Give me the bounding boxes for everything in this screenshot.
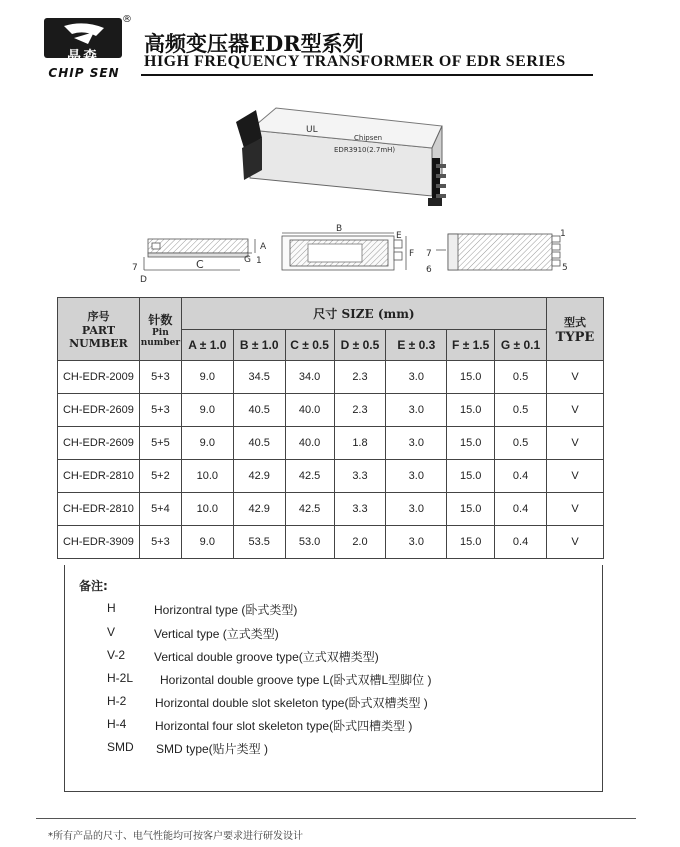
table-row [58,361,604,394]
col-header-dim-c: C ± 0.5 [285,330,334,361]
dim-label-5-right: 5 [562,263,568,273]
cell-f: 15.0 [447,427,495,460]
table-row [58,493,604,526]
note-desc-h4: Horizontal four slot skeleton type(卧式四槽类型 ) [155,719,413,733]
note-desc-h2l: Horizontal double groove type L(卧式双槽L型脚位 ) [160,673,432,687]
note-code-v: V [107,625,116,639]
cell-e: 3.0 [386,394,447,427]
dim-label-c: C [196,258,204,271]
col-header-pin-number [139,298,181,361]
pin-header-cn: 针数 [148,312,173,327]
cell-f: 15.0 [447,493,495,526]
col-header-size: 尺寸 SIZE (mm) [181,298,546,330]
registered-mark: ® [122,14,132,25]
col-header-dim-a: A ± 1.0 [181,330,233,361]
note-code-v2: V-2 [107,648,126,662]
cell-c: 34.0 [285,361,334,394]
cell-f: 15.0 [447,394,495,427]
dim-label-6-right: 6 [426,265,432,275]
spec-table [57,297,604,559]
dimension-drawings [130,222,580,288]
part-header-en-2: NUMBER [69,337,128,350]
cell-b: 34.5 [233,361,285,394]
header-divider [141,74,593,76]
cell-f: 15.0 [447,526,495,559]
logo-cn-text: 晶森 [67,49,99,65]
dim-label-7-left: 7 [132,263,138,273]
cell-d: 1.8 [334,427,386,460]
cell-b: 42.9 [233,493,285,526]
cell-type: V [546,460,603,493]
dim-label-1-right: 1 [560,229,566,239]
cell-type: V [546,361,603,394]
part-header-en-1: PART [81,324,116,337]
footer-note: *所有产品的尺寸、电气性能均可按客户要求进行研发设计 [48,831,303,842]
col-header-dim-d: D ± 0.5 [334,330,386,361]
type-header-en: TYPE [555,329,595,345]
table-row [58,526,604,559]
dim-label-e: E [396,231,402,241]
notes-title: 备注: [79,579,108,593]
cell-d: 3.3 [334,493,386,526]
dim-label-a: A [260,242,267,252]
pin-header-en-2: number [140,337,181,348]
cell-f: 15.0 [447,361,495,394]
cell-d: 3.3 [334,460,386,493]
cell-pin: 5+3 [139,394,181,427]
cell-type: V [546,493,603,526]
cell-e: 3.0 [386,526,447,559]
cell-g: 0.5 [495,361,547,394]
cell-g: 0.4 [495,526,547,559]
cell-d: 2.3 [334,361,386,394]
cell-pin: 5+4 [139,493,181,526]
cell-e: 3.0 [386,493,447,526]
cell-g: 0.4 [495,460,547,493]
col-header-dim-f: F ± 1.5 [447,330,495,361]
cell-c: 40.0 [285,394,334,427]
note-desc-h2: Horizontal double slot skeleton type(卧式双槽类型 ) [155,696,428,710]
cell-part: CH-EDR-2609 [58,394,140,427]
cell-b: 53.5 [233,526,285,559]
cell-part: CH-EDR-2009 [58,361,140,394]
col-header-type [546,298,603,361]
footer-divider [36,818,636,819]
cell-part: CH-EDR-2609 [58,427,140,460]
end-view-drawing [436,234,560,270]
cell-part: CH-EDR-2810 [58,460,140,493]
note-code-h2l: H-2L [107,671,134,685]
note-desc-h: Horizontral type (卧式类型) [154,603,298,617]
note-desc-smd: SMD type(贴片类型 ) [156,742,269,756]
note-code-h: H [107,601,116,615]
cell-c: 40.0 [285,427,334,460]
table-row [58,394,604,427]
note-code-h4: H-4 [107,717,127,731]
product-label-brand: Chipsen [354,134,383,142]
col-header-part-number [58,298,140,361]
cell-a: 9.0 [181,526,233,559]
note-code-h2: H-2 [107,694,127,708]
cell-type: V [546,427,603,460]
ul-mark-icon: UL [306,125,318,135]
col-header-dim-g: G ± 0.1 [495,330,547,361]
pin-header-en-1: Pin [152,327,169,338]
cell-g: 0.5 [495,427,547,460]
cell-a: 10.0 [181,493,233,526]
cell-c: 53.0 [285,526,334,559]
cell-b: 40.5 [233,394,285,427]
cell-g: 0.4 [495,493,547,526]
cell-pin: 5+3 [139,361,181,394]
product-label-model: EDR3910(2.7mH) [334,146,396,154]
cell-a: 9.0 [181,361,233,394]
table-row [58,427,604,460]
dim-label-f: F [409,249,415,259]
page-title-en: HIGH FREQUENCY TRANSFORMER OF EDR SERIES [144,53,566,70]
dim-label-b: B [336,224,343,234]
cell-a: 9.0 [181,427,233,460]
product-photo [236,100,446,216]
table-row [58,460,604,493]
cell-a: 10.0 [181,460,233,493]
dim-label-g: G [244,255,251,265]
col-header-dim-b: B ± 1.0 [233,330,285,361]
top-view-drawing [282,233,406,270]
cell-e: 3.0 [386,427,447,460]
cell-d: 2.0 [334,526,386,559]
cell-type: V [546,394,603,427]
note-code-smd: SMD [107,740,134,754]
cell-d: 2.3 [334,394,386,427]
cell-a: 9.0 [181,394,233,427]
logo-en-text: CHIP SEN [48,66,120,80]
cell-type: V [546,526,603,559]
cell-b: 42.9 [233,460,285,493]
page-title-cn: 高频变压器EDR型系列 [144,31,364,56]
cell-c: 42.5 [285,493,334,526]
cell-part: CH-EDR-3909 [58,526,140,559]
cell-b: 40.5 [233,427,285,460]
col-header-dim-e: E ± 0.3 [386,330,447,361]
cell-f: 15.0 [447,460,495,493]
cell-e: 3.0 [386,460,447,493]
cell-c: 42.5 [285,460,334,493]
dim-label-d: D [140,275,147,284]
dim-label-1-left: 1 [256,256,262,266]
note-desc-v: Vertical type (立式类型) [154,627,279,641]
cell-pin: 5+3 [139,526,181,559]
cell-part: CH-EDR-2810 [58,493,140,526]
note-desc-v2: Vertical double groove type(立式双槽类型) [154,650,379,664]
cell-pin: 5+2 [139,460,181,493]
cell-e: 3.0 [386,361,447,394]
cell-g: 0.5 [495,394,547,427]
dim-label-7-right: 7 [426,249,432,259]
part-header-cn: 序号 [87,310,110,323]
cell-pin: 5+5 [139,427,181,460]
type-header-cn: 型式 [563,315,586,329]
